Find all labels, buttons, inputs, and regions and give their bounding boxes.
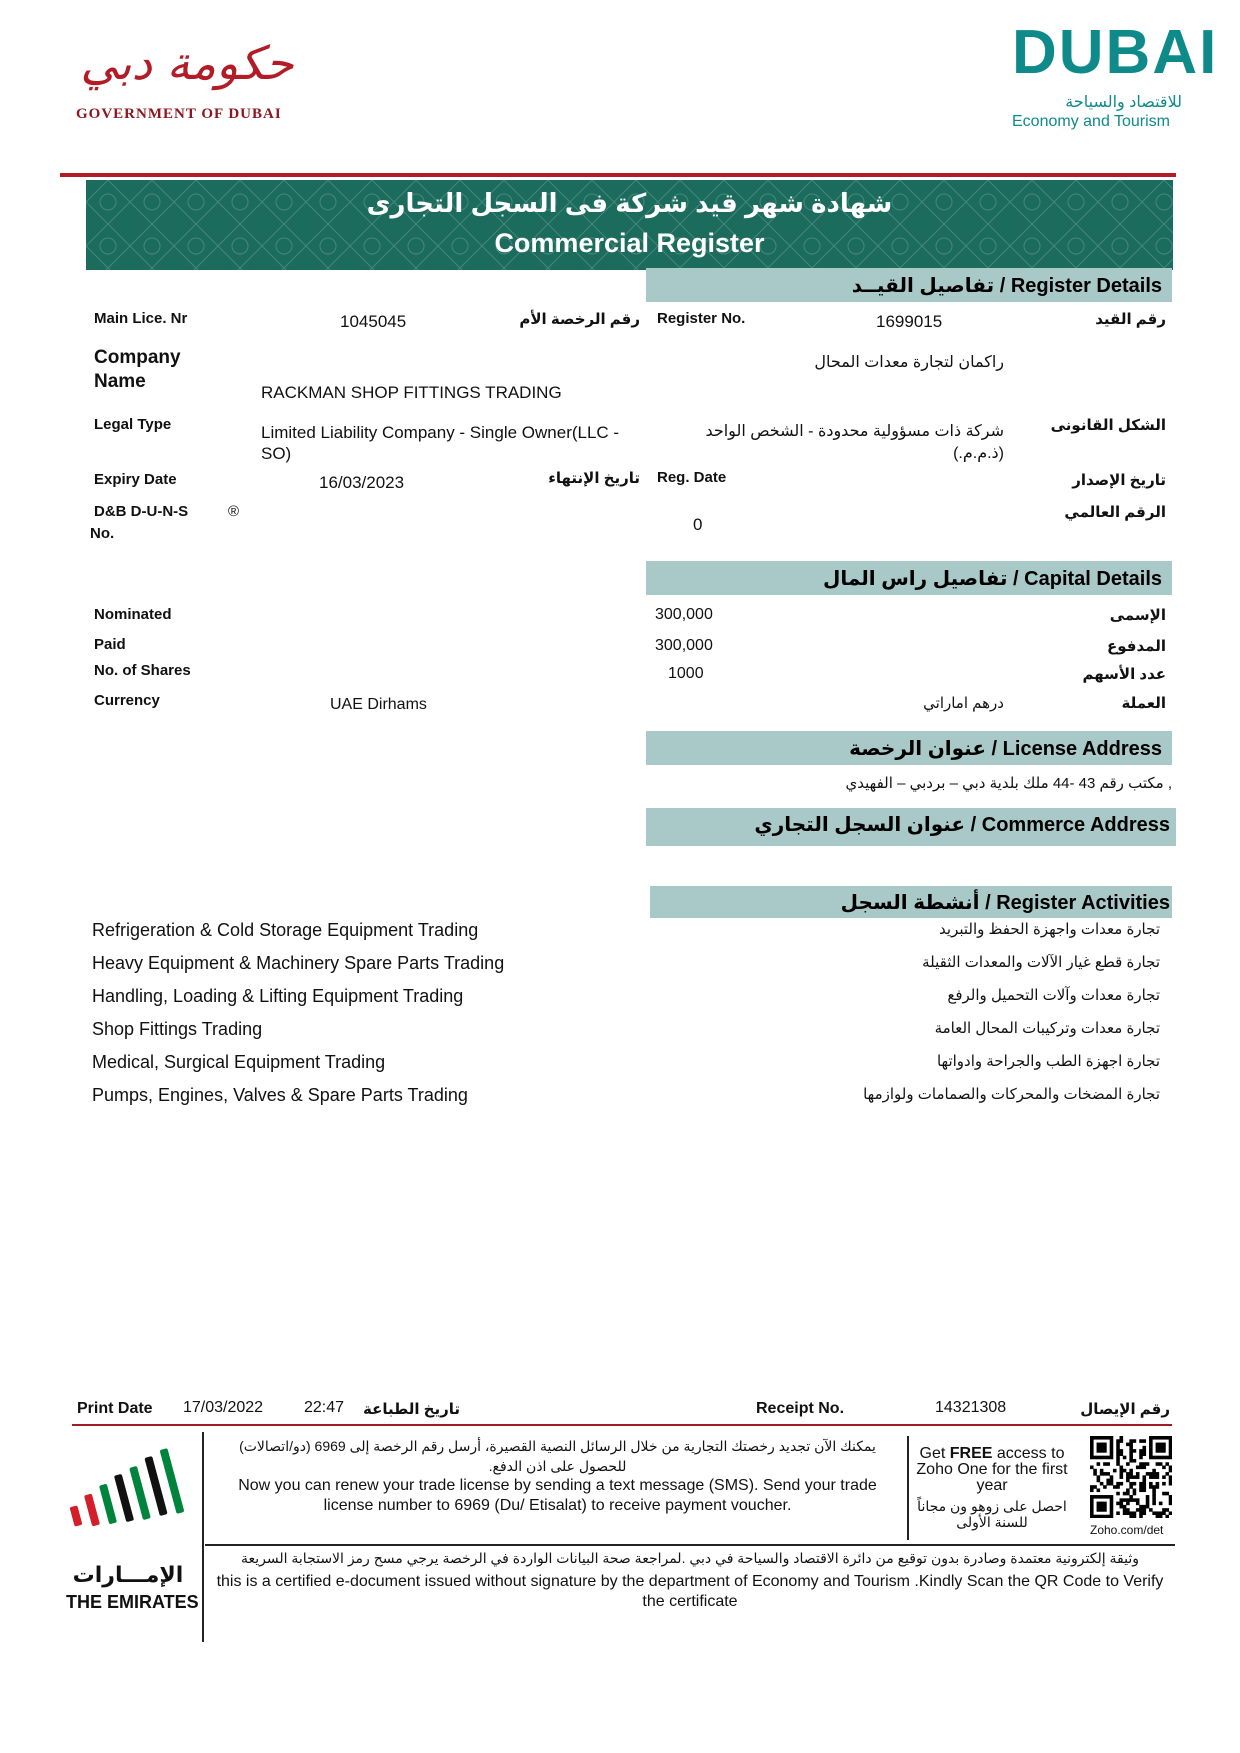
- license-address-bar: [646, 731, 1172, 765]
- currency-value-ar: درهم اماراتي: [923, 695, 1004, 712]
- certificate-note-english: this is a certified e-document issued without signature by the department of Economy and Tourism .Kindly Scan the QR Code to Verify the certificate: [216, 1573, 1164, 1610]
- emirates-logo-text: THE EMIRATES: [66, 1592, 199, 1612]
- company-name-label: Company Name: [94, 347, 181, 392]
- legal-type-value: Limited Liability Company - Single Owner(LLC - SO): [261, 423, 620, 463]
- duns-label: D&B D-U-N-S: [94, 503, 189, 520]
- activity-ar: تجارة المضخات والمحركات والصمامات ولوازمها: [863, 1086, 1160, 1103]
- print-time-value: 22:47: [304, 1399, 345, 1416]
- footer-inner-rule: [205, 1544, 1175, 1546]
- duns-value: 0: [693, 515, 703, 534]
- currency-label-ar: العملة: [1121, 695, 1166, 712]
- reg-date-label: Reg. Date: [657, 469, 727, 486]
- nominated-value: 300,000: [655, 606, 713, 623]
- government-of-dubai-logo-text: GOVERNMENT OF DUBAI: [76, 106, 282, 122]
- paid-value: 300,000: [655, 637, 713, 654]
- receipt-label: Receipt No.: [756, 1400, 845, 1417]
- det-logo-text: Economy and Tourism: [1012, 113, 1170, 130]
- print-date-label-ar: تاريخ الطباعة: [363, 1401, 460, 1418]
- activity-en: Shop Fittings Trading: [92, 1019, 263, 1039]
- legal-type-label-ar: الشكل القانونى: [1050, 417, 1166, 434]
- activity-ar: تجارة اجهزة الطب والجراحة وادواتها: [936, 1053, 1160, 1070]
- banner-title-arabic: شهادة شهر قيد شركة فى السجل التجارى: [366, 188, 893, 218]
- activity-ar: تجارة معدات وآلات التحميل والرفع: [947, 987, 1160, 1004]
- government-of-dubai-logo-arabic: حكومة دبي: [80, 36, 294, 90]
- legal-type-arabic: شركة ذات مسؤولية محدودة - الشخص الواحد (ذ.م.م.): [705, 423, 1004, 462]
- duns-no-label: No.: [90, 525, 115, 542]
- main-lice-value: 1045045: [340, 312, 407, 331]
- zoho-link[interactable]: Zoho.com/det: [1090, 1523, 1164, 1537]
- register-no-label: Register No.: [657, 310, 746, 327]
- license-address-title: License Address / عنوان الرخصة: [849, 738, 1162, 760]
- register-no-value: 1699015: [876, 312, 943, 331]
- activity-ar: تجارة معدات واجهزة الحفظ والتبريد: [939, 921, 1160, 938]
- nominated-label: Nominated: [94, 606, 172, 623]
- emirates-bars-icon: [66, 1446, 196, 1541]
- receipt-value: 14321308: [935, 1399, 1007, 1416]
- activity-en: Handling, Loading & Lifting Equipment Trading: [92, 986, 464, 1006]
- renew-sms-english: Now you can renew your trade license by sending a text message (SMS). Send your trade license number to 6969 (Du/ Etisalat) to receive payment voucher.: [238, 1477, 877, 1514]
- capital-details-bar: [646, 561, 1172, 595]
- expiry-date-value: 16/03/2023: [319, 473, 405, 492]
- commerce-address-bar: [646, 808, 1176, 846]
- footer-left-rule: [202, 1432, 204, 1642]
- print-date-value: 17/03/2022: [183, 1399, 264, 1416]
- activity-en: Pumps, Engines, Valves & Spare Parts Trading: [92, 1085, 468, 1105]
- emirates-logo-arabic: الإمـــارات: [72, 1562, 184, 1587]
- banner-title: Commercial Register: [494, 228, 765, 258]
- renew-sms-arabic: يمكنك الآن تجديد رخصتك التجارية من خلال الرسائل النصية القصيرة، أرسل رقم الرخصة إلى 6969 (دو/اتصالات) للحصول على اذن الدفع.: [239, 1438, 876, 1474]
- paid-label: Paid: [94, 636, 126, 653]
- print-date-label: Print Date: [77, 1400, 153, 1417]
- footer-divider: [72, 1424, 1172, 1426]
- commerce-address-title: Commerce Address / عنوان السجل التجاري: [754, 814, 1170, 836]
- header-divider: [60, 173, 1176, 177]
- shares-label: No. of Shares: [94, 662, 191, 679]
- activity-ar: تجارة معدات وتركيبات المحال العامة: [934, 1020, 1160, 1037]
- company-name-value: RACKMAN SHOP FITTINGS TRADING: [261, 383, 562, 402]
- qr-code[interactable]: [1090, 1436, 1172, 1518]
- main-lice-label: Main Lice. Nr: [94, 310, 188, 327]
- expiry-date-label-ar: تاريخ الإنتهاء: [548, 470, 640, 487]
- reg-date-label-ar: تاريخ الإصدار: [1072, 472, 1166, 489]
- expiry-date-label: Expiry Date: [94, 471, 177, 488]
- currency-label: Currency: [94, 692, 160, 709]
- zoho-promo-pre: Get: [919, 1445, 950, 1462]
- footer-middle-rule: [907, 1436, 909, 1540]
- qr-code-icon: [1090, 1436, 1172, 1518]
- activity-en: Medical, Surgical Equipment Trading: [92, 1052, 386, 1072]
- company-name-arabic: راكمان لتجارة معدات المحال: [814, 354, 1004, 371]
- license-address-value: , مكتب رقم 43 -44 ملك بلدية دبي – بردبي – الفهيدي: [845, 775, 1172, 792]
- register-details-title: Register Details / تفاصيل القيــد: [851, 275, 1162, 297]
- duns-registered-mark: ®: [228, 503, 240, 520]
- zoho-promo-post: access to Zoho One for the first year: [916, 1445, 1068, 1494]
- currency-value: UAE Dirhams: [330, 696, 427, 713]
- register-activities-title: Register Activities / أنشطة السجل: [840, 892, 1170, 914]
- zoho-promo-arabic: احصل على زوهو ون مجاناً للسنة الأولى: [917, 1498, 1067, 1530]
- paid-label-ar: المدفوع: [1107, 638, 1166, 655]
- dubai-logo: DUBAI: [1012, 18, 1219, 87]
- activity-en: Refrigeration & Cold Storage Equipment Trading: [92, 920, 479, 940]
- register-details-bar: [646, 268, 1172, 302]
- legal-type-label: Legal Type: [94, 416, 172, 433]
- activity-ar: تجارة قطع غيار الآلات والمعدات الثقيلة: [922, 954, 1160, 971]
- title-banner: [86, 180, 1173, 270]
- nominated-label-ar: الإسمى: [1109, 607, 1166, 624]
- receipt-label-ar: رقم الإيصال: [1080, 1401, 1170, 1418]
- register-activities-bar: [650, 886, 1172, 918]
- register-no-label-ar: رقم القيد: [1095, 311, 1166, 328]
- uae-emirates-logo: [66, 1446, 196, 1541]
- shares-label-ar: عدد الأسهم: [1082, 666, 1166, 683]
- zoho-promo-free: FREE: [949, 1445, 993, 1462]
- det-logo-arabic: للاقتصاد والسياحة: [1065, 94, 1182, 111]
- certificate-note-arabic: وثيقة إلكترونية معتمدة وصادرة بدون توقيع من دائرة الاقتصاد والسياحة في دبي .لمراجعة صحة البيانات الواردة في الرخصة يرجي مسح رمز الاستجابة السريعة: [240, 1550, 1140, 1566]
- capital-details-title: Capital Details / تفاصيل راس المال: [823, 568, 1162, 590]
- zoho-promo: [912, 1446, 1072, 1494]
- activity-en: Heavy Equipment & Machinery Spare Parts Trading: [92, 953, 505, 973]
- duns-label-ar: الرقم العالمي: [1064, 504, 1166, 521]
- shares-value: 1000: [668, 665, 704, 682]
- main-lice-label-ar: رقم الرخصة الأم: [519, 311, 640, 328]
